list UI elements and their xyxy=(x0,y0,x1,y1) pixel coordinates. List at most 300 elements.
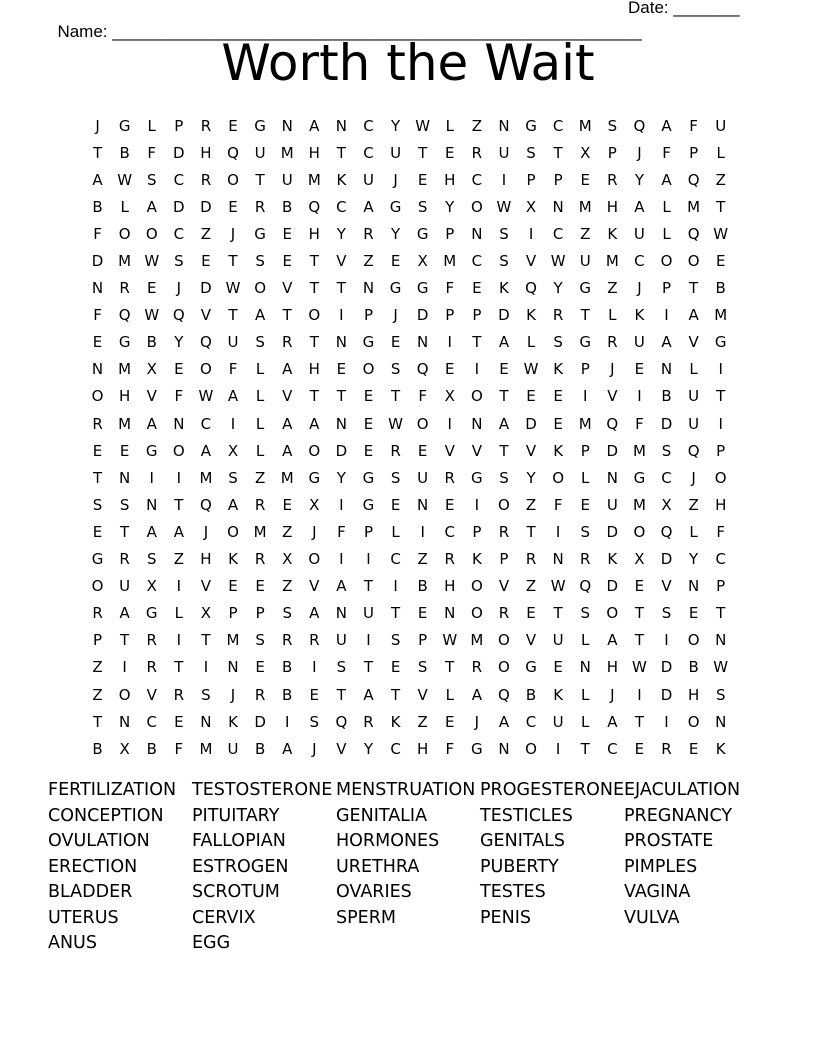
grid-letter: B xyxy=(688,658,699,677)
grid-letter: B xyxy=(282,658,293,677)
grid-letter: P xyxy=(526,170,536,189)
grid-letter: B xyxy=(417,577,428,596)
grid-letter: M xyxy=(470,631,484,650)
grid-letter: T xyxy=(634,604,644,623)
grid-letter: K xyxy=(715,739,726,758)
grid-letter: L xyxy=(255,414,265,433)
word-bank-item: ERECTION xyxy=(48,856,138,877)
grid-letter: N xyxy=(606,468,618,487)
grid-letter: I xyxy=(284,712,290,731)
grid-letter: A xyxy=(471,685,482,704)
grid-letter: A xyxy=(200,441,212,460)
grid-letter: W xyxy=(496,197,512,216)
grid-letter: C xyxy=(552,224,564,243)
grid-letter: E xyxy=(363,441,374,460)
grid-letter: J xyxy=(474,712,480,731)
grid-letter: L xyxy=(716,143,725,162)
grid-letter: N xyxy=(335,333,347,352)
grid-letter: E xyxy=(255,577,265,596)
grid-letter: T xyxy=(174,658,184,677)
grid-letter: S xyxy=(580,522,590,541)
grid-letter: N xyxy=(146,495,158,514)
grid-letter: O xyxy=(91,387,104,406)
grid-letter: N xyxy=(444,604,456,623)
grid-letter: T xyxy=(309,279,319,298)
grid-letter: T xyxy=(120,631,130,650)
grid-letter: O xyxy=(498,658,510,677)
grid-letter: A xyxy=(282,739,293,758)
grid-letter: P xyxy=(499,550,509,569)
grid-letter: T xyxy=(634,631,644,650)
grid-row xyxy=(84,518,734,545)
grid-letter: P xyxy=(580,360,590,379)
grid-letter: V xyxy=(607,387,618,406)
grid-row xyxy=(84,302,734,329)
grid-letter: N xyxy=(119,468,131,487)
grid-letter: T xyxy=(120,522,130,541)
grid-letter: N xyxy=(715,712,727,731)
grid-letter: D xyxy=(525,414,537,433)
grid-letter: R xyxy=(309,631,320,650)
grid-letter: T xyxy=(390,604,401,623)
grid-letter: H xyxy=(687,685,700,704)
grid-letter: D xyxy=(200,197,212,216)
grid-letter: U xyxy=(227,333,239,352)
grid-letter: K xyxy=(553,360,564,379)
grid-letter: T xyxy=(282,306,292,325)
grid-letter: U xyxy=(390,143,402,162)
grid-letter: E xyxy=(363,387,374,406)
grid-letter: P xyxy=(445,224,455,243)
grid-letter: A xyxy=(119,604,130,623)
grid-letter: D xyxy=(606,577,619,596)
grid-letter: O xyxy=(633,522,646,541)
grid-letter: C xyxy=(200,414,212,433)
grid-letter: M xyxy=(605,252,619,271)
grid-letter: H xyxy=(308,224,320,243)
grid-row xyxy=(84,437,734,464)
grid-letter: J xyxy=(393,170,398,189)
grid-row xyxy=(84,193,734,220)
grid-letter: I xyxy=(366,550,371,569)
grid-letter: Z xyxy=(282,577,293,596)
grid-letter: V xyxy=(444,441,455,460)
grid-letter: U xyxy=(417,468,429,487)
grid-letter: A xyxy=(688,306,699,325)
grid-letter: K xyxy=(228,550,238,569)
grid-letter: G xyxy=(145,441,158,460)
grid-letter: I xyxy=(447,414,452,433)
grid-letter: M xyxy=(714,306,728,325)
grid-letter: O xyxy=(308,550,321,569)
grid-letter: S xyxy=(228,468,238,487)
grid-letter: P xyxy=(661,279,672,298)
grid-letter: F xyxy=(147,143,157,162)
grid-letter: A xyxy=(227,495,239,514)
grid-letter: E xyxy=(228,577,238,596)
grid-row xyxy=(84,356,734,383)
grid-letter: P xyxy=(472,306,482,325)
grid-letter: G xyxy=(389,279,402,298)
grid-letter: T xyxy=(336,279,346,298)
grid-letter: A xyxy=(498,414,510,433)
grid-row xyxy=(84,220,734,247)
grid-letter: G xyxy=(714,333,727,352)
grid-letter: Q xyxy=(687,441,700,460)
grid-letter: E xyxy=(119,441,130,460)
word-bank-item: GENITALS xyxy=(480,831,566,851)
grid-letter: T xyxy=(418,143,428,162)
grid-letter: W xyxy=(442,631,458,650)
grid-letter: X xyxy=(200,604,212,623)
grid-letter: T xyxy=(716,387,726,406)
grid-letter: Q xyxy=(335,712,348,731)
grid-letter: I xyxy=(718,414,723,433)
grid-letter: L xyxy=(147,116,156,135)
grid-letter: L xyxy=(255,387,265,406)
grid-letter: O xyxy=(660,252,673,271)
grid-letter: N xyxy=(91,360,104,379)
grid-row xyxy=(84,410,734,437)
grid-letter: J xyxy=(610,360,615,379)
grid-letter: D xyxy=(200,279,212,298)
grid-letter: N xyxy=(200,712,212,731)
grid-row xyxy=(84,627,734,654)
grid-letter: M xyxy=(253,522,267,541)
grid-letter: O xyxy=(687,631,700,650)
grid-letter: M xyxy=(118,252,132,271)
grid-letter: N xyxy=(227,658,239,677)
grid-letter: P xyxy=(418,631,428,650)
grid-letter: I xyxy=(555,739,561,758)
grid-letter: N xyxy=(660,360,673,379)
grid-letter: W xyxy=(632,658,647,677)
grid-letter: E xyxy=(553,658,563,677)
grid-letter: D xyxy=(660,658,673,677)
grid-letter: A xyxy=(146,414,157,433)
grid-letter: S xyxy=(282,604,292,623)
grid-letter: R xyxy=(119,279,130,298)
grid-letter: C xyxy=(525,712,537,731)
grid-letter: H xyxy=(606,197,618,216)
grid-letter: H xyxy=(444,577,456,596)
grid-letter: Z xyxy=(254,468,266,487)
grid-letter: K xyxy=(390,712,401,731)
word-bank-item: EJACULATION xyxy=(624,780,741,800)
word-bank-item: EGG xyxy=(192,933,231,953)
grid-letter: U xyxy=(335,631,347,650)
grid-letter: T xyxy=(228,252,238,271)
grid-letter: X xyxy=(146,360,157,379)
grid-row xyxy=(84,600,734,627)
grid-letter: A xyxy=(363,685,374,704)
grid-letter: G xyxy=(525,116,537,135)
grid-row xyxy=(84,383,734,410)
grid-letter: P xyxy=(716,441,726,460)
grid-letter: O xyxy=(308,306,321,325)
grid-letter: V xyxy=(336,252,347,271)
grid-letter: M xyxy=(632,441,646,460)
grid-letter: N xyxy=(471,414,483,433)
grid-letter: K xyxy=(228,712,238,731)
grid-letter: F xyxy=(174,739,184,758)
grid-letter: T xyxy=(499,387,509,406)
grid-letter: I xyxy=(555,522,561,541)
grid-letter: E xyxy=(688,739,699,758)
grid-letter: R xyxy=(471,143,483,162)
grid-letter: J xyxy=(312,522,317,541)
grid-letter: R xyxy=(607,333,618,352)
word-bank-item: SPERM xyxy=(336,907,396,928)
grid-letter: W xyxy=(144,306,160,325)
grid-letter: T xyxy=(92,468,103,487)
grid-letter: T xyxy=(228,306,238,325)
grid-letter: J xyxy=(393,306,398,325)
word-bank-item: UTERUS xyxy=(48,907,119,928)
grid-letter: I xyxy=(664,306,669,325)
grid-letter: A xyxy=(282,414,293,433)
grid-letter: X xyxy=(146,577,157,596)
grid-letter: O xyxy=(687,252,700,271)
grid-letter: N xyxy=(281,116,293,135)
grid-letter: Q xyxy=(579,577,592,596)
grid-letter: V xyxy=(146,387,157,406)
grid-letter: B xyxy=(254,739,266,758)
grid-letter: A xyxy=(309,414,320,433)
grid-letter: E xyxy=(445,143,455,162)
grid-letter: T xyxy=(309,252,319,271)
grid-letter: I xyxy=(339,550,344,569)
grid-letter: S xyxy=(146,170,157,189)
grid-letter: E xyxy=(228,197,238,216)
name-field-label: Name: ________________________________________________________ xyxy=(57,22,642,41)
grid-letter: S xyxy=(390,631,401,650)
grid-letter: U xyxy=(715,116,727,135)
grid-letter: E xyxy=(634,577,645,596)
grid-letter: G xyxy=(471,468,483,487)
grid-letter: R xyxy=(254,685,266,704)
grid-letter: E xyxy=(363,414,374,433)
grid-letter: O xyxy=(606,604,619,623)
grid-letter: E xyxy=(445,712,455,731)
grid-letter: I xyxy=(122,658,127,677)
grid-letter: V xyxy=(309,577,320,596)
grid-letter: S xyxy=(526,143,536,162)
grid-letter: W xyxy=(388,414,403,433)
grid-letter: T xyxy=(255,170,265,189)
grid-letter: G xyxy=(254,116,266,135)
grid-letter: N xyxy=(417,495,429,514)
grid-letter: L xyxy=(608,306,617,325)
grid-letter: C xyxy=(390,550,401,569)
grid-letter: S xyxy=(499,468,509,487)
grid-letter: R xyxy=(200,116,212,135)
grid-letter: O xyxy=(470,604,483,623)
grid-letter: Q xyxy=(416,360,429,379)
grid-letter: A xyxy=(661,170,672,189)
grid-letter: A xyxy=(254,306,266,325)
grid-letter: E xyxy=(92,522,103,541)
grid-letter: H xyxy=(308,143,320,162)
grid-letter: V xyxy=(471,441,482,460)
grid-letter: M xyxy=(307,170,321,189)
grid-letter: N xyxy=(552,550,564,569)
grid-letter: D xyxy=(498,306,510,325)
grid-letter: L xyxy=(689,522,698,541)
grid-row xyxy=(84,139,734,166)
grid-letter: Y xyxy=(526,468,536,487)
grid-letter: E xyxy=(526,387,536,406)
word-bank-item: PUBERTY xyxy=(480,856,559,877)
grid-letter: E xyxy=(282,495,292,514)
word-bank-item: VAGINA xyxy=(624,882,691,902)
grid-letter: X xyxy=(444,387,455,406)
grid-letter: Y xyxy=(363,739,374,758)
grid-letter: I xyxy=(312,658,317,677)
grid-letter: W xyxy=(550,577,566,596)
grid-letter: Y xyxy=(336,224,346,243)
grid-letter: A xyxy=(173,522,184,541)
grid-row xyxy=(84,708,734,735)
word-bank-item: CERVIX xyxy=(192,907,256,928)
grid-letter: J xyxy=(95,116,100,135)
grid-letter: H xyxy=(200,550,212,569)
grid-letter: E xyxy=(309,685,320,704)
grid-letter: B xyxy=(146,333,157,352)
grid-letter: W xyxy=(523,360,539,379)
grid-row xyxy=(84,464,734,491)
grid-letter: J xyxy=(176,279,182,298)
grid-row xyxy=(84,573,734,600)
grid-letter: W xyxy=(144,252,160,271)
grid-letter: B xyxy=(525,685,537,704)
grid-letter: N xyxy=(552,197,564,216)
grid-letter: E xyxy=(634,360,645,379)
grid-letter: L xyxy=(391,522,400,541)
grid-letter: E xyxy=(336,360,347,379)
grid-letter: C xyxy=(146,712,157,731)
grid-letter: N xyxy=(173,414,185,433)
grid-letter: H xyxy=(715,495,727,514)
grid-letter: K xyxy=(526,306,536,325)
grid-letter: R xyxy=(525,550,537,569)
grid-letter: B xyxy=(92,739,103,758)
grid-letter: R xyxy=(607,170,618,189)
grid-letter: E xyxy=(390,252,401,271)
grid-letter: T xyxy=(336,387,346,406)
grid-letter: E xyxy=(282,252,292,271)
word-bank-item: OVARIES xyxy=(336,882,412,902)
grid-letter: A xyxy=(92,170,103,189)
grid-letter: L xyxy=(581,685,590,704)
grid-letter: I xyxy=(420,522,425,541)
grid-letter: R xyxy=(498,604,510,623)
word-bank-item: GENITALIA xyxy=(336,805,428,826)
grid-letter: V xyxy=(200,577,212,596)
grid-letter: W xyxy=(550,252,566,271)
grid-letter: P xyxy=(93,631,103,650)
grid-letter: O xyxy=(552,468,565,487)
grid-letter: O xyxy=(714,468,727,487)
grid-letter: C xyxy=(390,739,401,758)
grid-letter: Q xyxy=(525,279,537,298)
grid-letter: E xyxy=(255,658,265,677)
grid-letter: S xyxy=(417,197,428,216)
grid-letter: I xyxy=(149,468,154,487)
grid-letter: V xyxy=(336,739,347,758)
grid-letter: Q xyxy=(498,685,510,704)
grid-letter: U xyxy=(579,252,591,271)
grid-letter: A xyxy=(336,577,347,596)
grid-letter: A xyxy=(498,333,510,352)
grid-row xyxy=(84,491,734,518)
grid-letter: F xyxy=(445,279,455,298)
grid-letter: E xyxy=(472,279,482,298)
grid-letter: R xyxy=(390,441,401,460)
grid-letter: P xyxy=(607,143,617,162)
word-bank-item: PREGNANCY xyxy=(624,805,733,826)
word-bank-item: TESTICLES xyxy=(480,805,573,826)
grid-letter: T xyxy=(336,143,346,162)
word-bank-item: OVULATION xyxy=(48,831,150,851)
grid-letter: H xyxy=(200,143,212,162)
grid-letter: T xyxy=(580,739,590,758)
grid-letter: L xyxy=(445,685,454,704)
grid-letter: N xyxy=(471,224,483,243)
grid-letter: V xyxy=(282,387,293,406)
grid-letter: F xyxy=(174,387,184,406)
grid-letter: Q xyxy=(660,522,673,541)
grid-letter: Q xyxy=(687,170,700,189)
grid-letter: G xyxy=(525,658,537,677)
letter-grid xyxy=(84,112,734,762)
grid-letter: K xyxy=(553,685,564,704)
grid-letter: R xyxy=(498,522,510,541)
grid-letter: S xyxy=(499,252,509,271)
date-field-label: Date: _______ xyxy=(628,0,740,17)
grid-letter: W xyxy=(117,170,133,189)
grid-letter: L xyxy=(662,197,671,216)
grid-letter: W xyxy=(713,224,729,243)
grid-letter: Z xyxy=(92,685,103,704)
grid-letter: S xyxy=(201,685,211,704)
grid-letter: Q xyxy=(227,143,239,162)
grid-letter: T xyxy=(390,387,401,406)
grid-letter: R xyxy=(444,550,455,569)
grid-row xyxy=(84,329,734,356)
grid-letter: J xyxy=(230,224,236,243)
grid-letter: T xyxy=(634,712,644,731)
grid-letter: S xyxy=(255,333,265,352)
grid-letter: E xyxy=(92,441,103,460)
grid-letter: D xyxy=(416,306,429,325)
grid-letter: L xyxy=(581,468,590,487)
grid-letter: T xyxy=(553,143,563,162)
grid-letter: A xyxy=(146,197,157,216)
grid-letter: O xyxy=(498,495,510,514)
grid-letter: W xyxy=(225,279,241,298)
grid-letter: S xyxy=(309,712,320,731)
grid-letter: U xyxy=(606,495,618,514)
grid-letter: G xyxy=(362,333,375,352)
grid-letter: T xyxy=(336,685,346,704)
grid-letter: Z xyxy=(525,577,537,596)
grid-letter: T xyxy=(689,279,699,298)
grid-letter: Z xyxy=(173,550,184,569)
grid-letter: D xyxy=(335,441,348,460)
word-bank-item: PROSTATE xyxy=(624,831,714,851)
grid-letter: W xyxy=(415,116,431,135)
